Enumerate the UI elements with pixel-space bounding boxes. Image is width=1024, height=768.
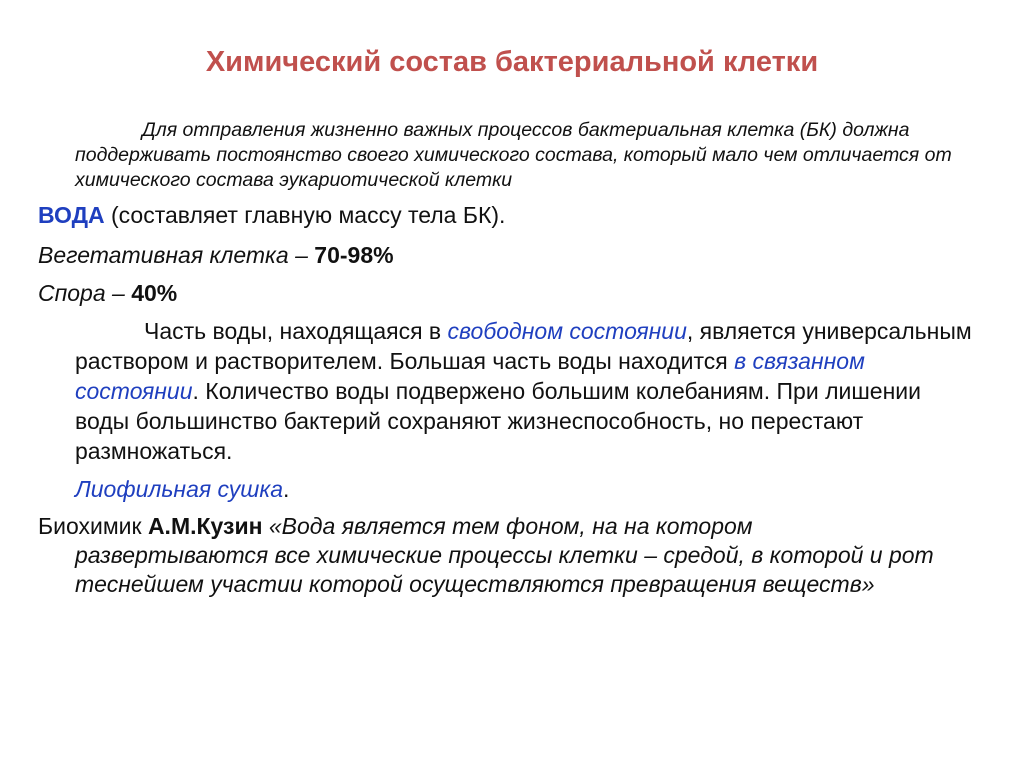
slide-title: Химический состав бактериальной клетки	[205, 46, 819, 78]
bound-state-term: в связанном состоянии	[75, 348, 865, 404]
quote-line1: «Вода является тем фоном, на на котором	[262, 513, 753, 539]
lyophilization-dot: .	[283, 476, 290, 502]
vegetative-cell-line	[38, 240, 978, 270]
vegetative-value: 70-98%	[314, 242, 394, 268]
vegetative-label: Вегетативная клетка –	[38, 242, 315, 268]
water-heading: ВОДА	[38, 202, 105, 228]
intro-text: Для отправления жизненно важных процессов бактериальная клетка (БК) должна поддерживать постоянство своего химического состава, который мало чем отличается от химического состава эукариотической клетки	[75, 119, 952, 191]
water-heading-rest: (составляет главную массу тела БК).	[111, 202, 506, 228]
para-part1: Часть воды, находящаяся в	[144, 318, 448, 344]
free-state-term: свободном состоянии	[447, 318, 687, 344]
water-state-paragraph	[75, 316, 975, 466]
lyophilization-line	[75, 474, 289, 504]
spore-line	[38, 278, 978, 308]
intro-paragraph	[75, 118, 975, 193]
para-part2: , является универсальным раствором и растворителем. Большая часть воды находится	[75, 318, 972, 374]
quote-author: А.М.Кузин	[147, 513, 263, 539]
para-part3: . Количество воды подвержено большим колебаниям. При лишении воды большинство бактерий сохраняют жизнеспособность, но перестают размножаться.	[75, 378, 921, 464]
quote-first-line	[38, 512, 978, 541]
quote-continuation: развертываются все химические процессы клетки – средой, в которой и рот теснейшем участии которой осуществляются превращения веществ»	[75, 542, 934, 597]
spore-label: Спора –	[38, 280, 132, 306]
lyophilization-term: Лиофильная сушка	[75, 476, 284, 502]
spore-value: 40%	[131, 280, 178, 306]
water-heading-line	[38, 200, 978, 230]
quote-prefix: Биохимик	[38, 513, 148, 539]
